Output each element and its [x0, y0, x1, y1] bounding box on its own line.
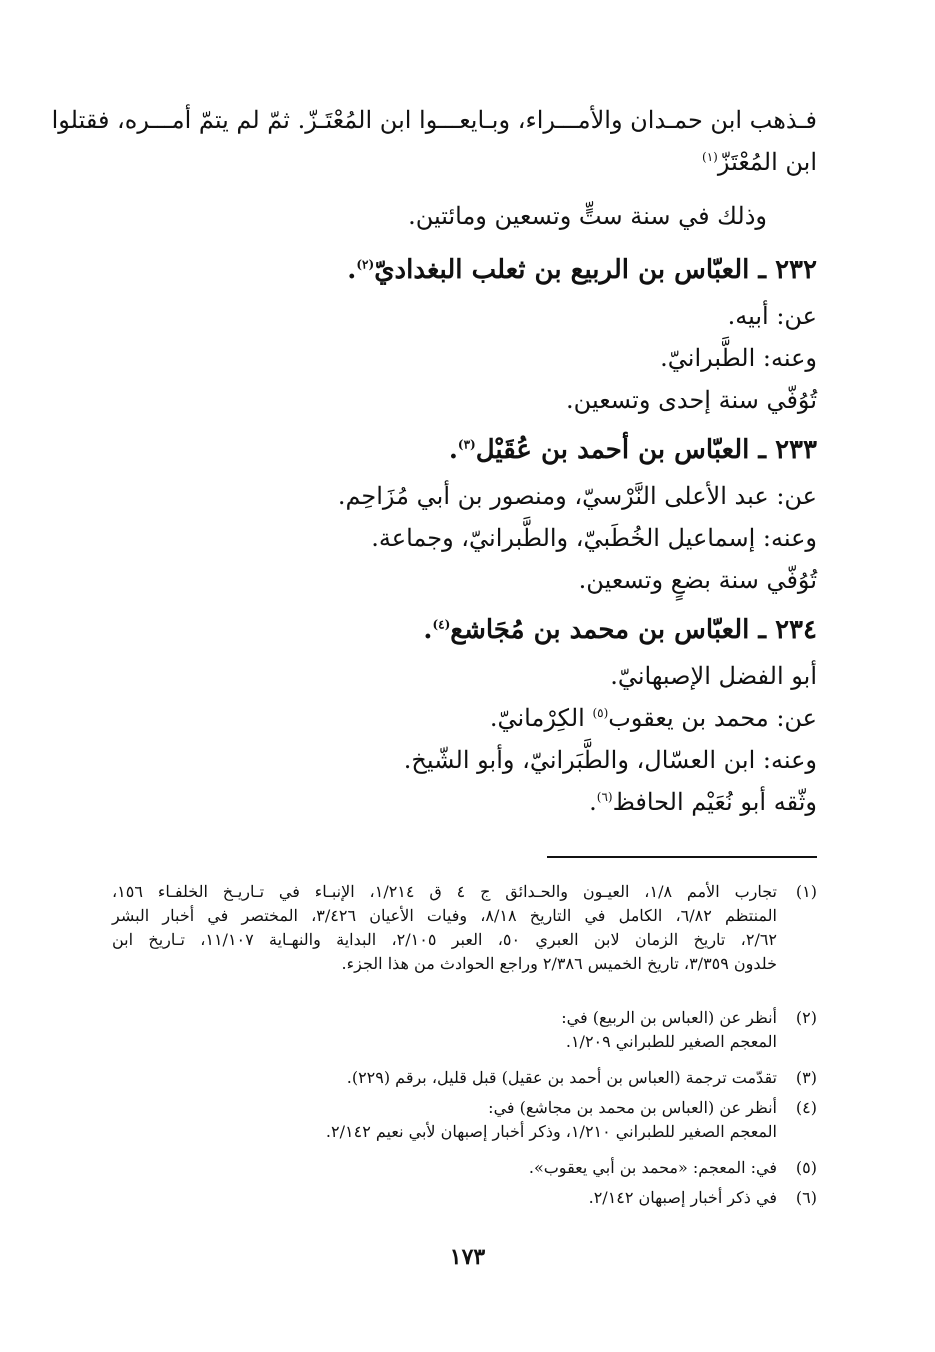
- footnote-number: (٥): [795, 1158, 817, 1177]
- entry-title: ٢٣٤ ـ العبّاس بن محمد بن مُجَاشع$^{(٤)}$.: [423, 615, 817, 645]
- entry-title: ٢٣٢ ـ العبّاس بن الربيع بن ثعلب البغداديّ$^{(٢)}$.: [347, 255, 817, 285]
- footnote-line: أنظر عن (العباس بن محمد بن مجاشع) في:: [488, 1098, 777, 1117]
- footnote-ref: (٢): [356, 257, 375, 272]
- text-line: وذلك في سنة ستٍّ وتسعين ومائتين.: [408, 202, 767, 230]
- footnote-number: (٦): [795, 1188, 817, 1207]
- footnote-number: (٤): [795, 1098, 817, 1117]
- footnote-line: في ذكر أخبار إصبهان ٢/١٤٢.: [588, 1188, 777, 1207]
- footnote-line: المعجم الصغير للطبراني ١/٢١٠، وذكر أخبار إصبهان لأبي نعيم ٢/١٤٢.: [325, 1122, 777, 1141]
- footnote-separator: [547, 856, 817, 858]
- entry-title: ٢٣٣ ـ العبّاس بن أحمد بن عُقَيْل$^{(٣)}$.: [448, 435, 817, 465]
- footnote-ref: (٦): [596, 790, 613, 804]
- footnote: [112, 1066, 817, 1090]
- text-line: فـذهب ابن حمـدان والأمـــراء، وبـايعـــوا ابن المُعْتَـزّ. ثمّ لم يتمّ أمـــره، فقتلوا: [51, 106, 817, 134]
- entry-to: وعنه: الطَّبرانيّ.: [660, 344, 817, 372]
- footnote-line: المنتظم ٦/٨٢، الكامل في التاريخ ٨/١٨، وفيات الأعيان ٣/٤٢٦، المختصر في أخبار البشر: [112, 906, 777, 925]
- entry-to: وعنه: ابن العسّال، والطَّبَرانيّ، وأبو الشّيخ.: [403, 746, 817, 774]
- footnote: [112, 1156, 817, 1180]
- footnote: [112, 880, 817, 976]
- footnote: [112, 1006, 817, 1054]
- footnote: [112, 1186, 817, 1210]
- footnote: [112, 1096, 817, 1144]
- footnote-line: في: المعجم: «محمد بن أبي يعقوب».: [528, 1158, 777, 1177]
- entry-death: تُوُفّي سنة بضعٍ وتسعين.: [578, 566, 817, 594]
- footnote-ref: (٤): [432, 617, 451, 632]
- page-number: ١٧٣: [449, 1244, 486, 1270]
- text-line: ابن المُعْتَزّ$^{(١)}$: [702, 148, 817, 176]
- footnote-ref: (١): [702, 150, 718, 164]
- footnote-ref: (٥): [592, 706, 609, 720]
- entry-from: عن: أبيه.: [727, 302, 817, 330]
- footnote-line: خلدون ٣/٣٥٩، تاريخ الخميس ٢/٣٨٦ وراجع الحوادث من هذا الجزء.: [341, 954, 777, 973]
- footnote-line: تقدّمت ترجمة (العباس بن أحمد بن عقيل) قبل قليل، برقم (٢٢٩).: [346, 1068, 777, 1087]
- entry-from: عن: محمد بن يعقوب$^{(٥)}$ الكِرْمانيّ.: [489, 704, 817, 732]
- footnote-line: أنظر عن (العباس بن الربيع) في:: [561, 1008, 777, 1027]
- footnote-number: (١): [795, 882, 817, 901]
- entry-trust: وثّقه أبو نُعَيْم الحافظ$^{(٦)}$.: [589, 788, 817, 816]
- footnote-number: (٢): [795, 1008, 817, 1027]
- footnote-line: ٢/٦٢، تاريخ الزمان لابن العبري ٥٠، العبر ٢/١٠٥، البداية والنهـاية ١١/١٠٧، تـاريخ ابن: [112, 930, 778, 949]
- footnote-ref: (٣): [457, 437, 476, 452]
- entry-from: عن: عبد الأعلى النَّرْسيّ، ومنصور بن أبي مُزَاحِم.: [337, 482, 817, 510]
- entry-to: وعنه: إسماعيل الخُطَبيّ، والطَّبرانيّ، وجماعة.: [371, 524, 817, 552]
- footnote-line: تجارب الأمم ١/٨، العيـون والحـدائق ج ٤ ق ١/٢١٤، الإنبـاء في تـاريـخ الخلفـاء ١٥٦،: [112, 882, 778, 901]
- footnote-number: (٣): [795, 1068, 817, 1087]
- entry-death: تُوُفّي سنة إحدى وتسعين.: [566, 386, 817, 414]
- entry-kunya: أبو الفضل الإصبهانيّ.: [610, 662, 817, 690]
- footnote-line: المعجم الصغير للطبراني ١/٢٠٩.: [565, 1032, 777, 1051]
